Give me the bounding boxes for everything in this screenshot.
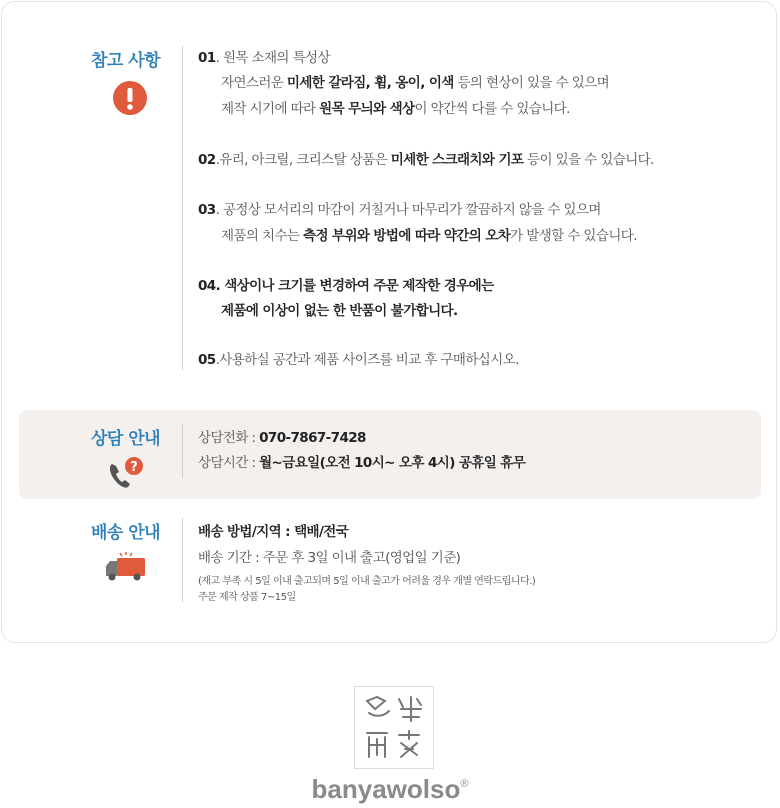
note-segment: 02 (198, 152, 216, 168)
note-segment: 제품의 치수는 (221, 228, 304, 244)
note-1-line-1 (198, 46, 330, 66)
brand-wordmark (0, 774, 780, 805)
notes-title: 참고 사항 (91, 51, 161, 71)
seal-glyph-icon (355, 687, 433, 768)
note-segment: 자연스러운 (221, 75, 287, 91)
note-4-line-1 (198, 274, 494, 294)
note-segment: .유리, 아크릴, 크리스탈 상품은 (215, 152, 391, 168)
shipping-note-1: (재고 부족 시 5일 이내 출고되며 5일 이내 출고가 어려울 경우 개별 연락드립니다.) (198, 576, 536, 587)
consult-title: 상담 안내 (91, 429, 161, 449)
note-segment: 제작 시기에 따라 (221, 101, 320, 117)
shipping-period: 배송 기간 : 주문 후 3일 이내 출고(영업일 기준) (198, 550, 461, 566)
note-1-line-2 (221, 71, 609, 91)
shipping-method (198, 520, 348, 540)
consult-phone-value: 070-7867-7428 (259, 430, 366, 446)
note-segment: 측정 부위와 방법에 따라 약간의 오차 (303, 228, 511, 244)
note-segment: .사용하실 공간과 제품 사이즈를 비교 후 구매하십시오. (215, 352, 519, 368)
phone-question-icon (106, 456, 146, 492)
note-segment: 제품에 이상이 없는 한 반품이 불가합니다. (221, 303, 458, 319)
note-segment: 미세한 갈라짐, 휨, 옹이, 이색 (286, 75, 454, 91)
svg-text:?: ? (130, 460, 138, 475)
note-2-line-1 (198, 148, 654, 168)
exclamation-icon (112, 80, 148, 116)
note-segment: 등의 현상이 있을 수 있으며 (453, 75, 610, 91)
delivery-truck-icon (104, 550, 148, 584)
note-segment: 원목 무늬와 색상 (319, 101, 415, 117)
note-segment: . 공정상 모서리의 마감이 거칠거나 마무리가 깔끔하지 않을 수 있으며 (215, 202, 601, 218)
note-segment: 04. 색상이나 크기를 변경하여 주문 제작한 경우에는 (198, 278, 494, 294)
registered-mark: ® (460, 778, 469, 790)
note-3-line-1 (198, 198, 601, 218)
shipping-title: 배송 안내 (91, 523, 161, 543)
note-segment: 이 약간씩 다를 수 있습니다. (414, 101, 570, 117)
note-3-line-2 (221, 224, 637, 244)
note-5-line-1 (198, 348, 519, 368)
consult-hours-label: 상담시간 : (198, 455, 260, 471)
shipping-note-2: 주문 제작 상품 7~15일 (198, 592, 296, 603)
consult-phone-label: 상담전화 : (198, 430, 260, 446)
consult-divider (182, 424, 183, 478)
brand-name: banyawolso (311, 774, 461, 804)
note-segment: 05 (198, 352, 216, 368)
consult-hours-value: 월~금요일(오전 10시~ 오후 4시) 공휴일 휴무 (259, 455, 526, 471)
notes-divider (182, 46, 183, 370)
brand-seal-logo (354, 686, 434, 769)
consult-phone (198, 426, 366, 446)
note-segment: 03 (198, 202, 216, 218)
shipping-divider (182, 518, 183, 602)
note-1-line-3 (221, 97, 570, 117)
consult-hours (198, 451, 525, 471)
shipping-method-text: 배송 방법/지역 : 택배/전국 (198, 524, 349, 540)
note-segment: 미세한 스크래치와 기포 (390, 152, 524, 168)
note-4-line-2 (221, 299, 458, 319)
note-segment: 가 발생할 수 있습니다. (510, 228, 637, 244)
note-segment: 01 (198, 50, 216, 66)
note-segment: . 원목 소재의 특성상 (215, 50, 330, 66)
note-segment: 등이 있을 수 있습니다. (523, 152, 654, 168)
